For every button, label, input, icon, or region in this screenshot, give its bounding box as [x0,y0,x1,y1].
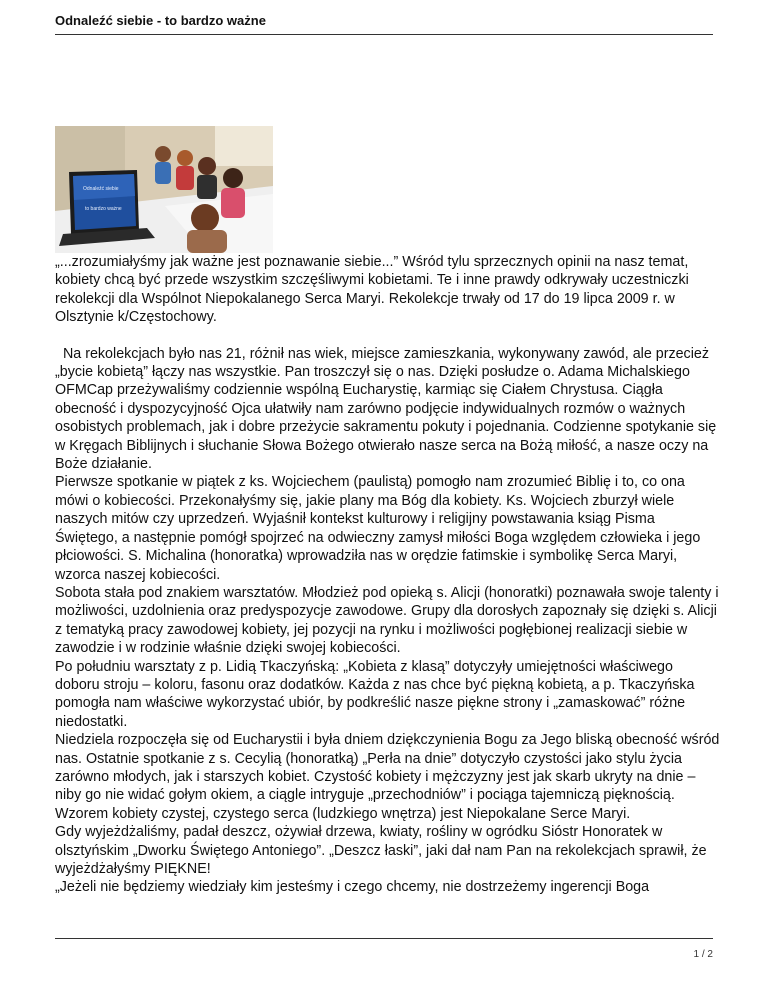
page-number: 1 / 2 [693,949,713,960]
laptop-screen-text-2: to bardzo ważne [85,206,122,212]
article-paragraph: Po południu warsztaty z p. Lidią Tkaczyńską: „Kobieta z klasą” dotyczyły umiejętności właściwego doboru stroju – koloru, fasonu oraz dodatków. Każda z nas chce być piękną kobietą, a p. Tkaczyńska pomogła nam właściwe wykorzystać ubiór, by podkreślić nasze piękne strony i „zamaskować” różne niedostatki. [55,658,695,730]
footer-divider [55,938,713,939]
header-divider [55,34,713,35]
article-paragraph: Niedziela rozpoczęła się od Eucharystii i była dniem dziękczynienia Bogu za Jego bliską obecność wśród nas. Ostatnie spotkanie z s. Cecylią (honoratką) „Perła na dnie” dotyczyło czystości jako stylu życia zarówno młodych, jak i starszych kobiet. Czystość kobiety i mężczyzny jest jak skarb ukryty na dnie – niby go nie widać gołym okiem, a ciągle intryguje „przechodniów” i pociąga tajemniczą pięknością. Wzorem kobiety czystej, czystego serca (ludzkiego wnętrza) jest Niepokalane Serce Maryi. [55,732,720,822]
page-title: Odnaleźć siebie - to bardzo ważne [55,13,266,28]
laptop-screen-text-1: Odnaleźć siebie [83,186,119,192]
article-paragraph: Gdy wyjeżdżaliśmy, padał deszcz, ożywiał drzewa, kwiaty, rośliny w ogródku Sióstr Honoratek w olsztyńskim „Dworku Świętego Antoniego”. „Deszcz łaski”, jaki dał nam Pan na rekolekcjach sprawił, że wyjeżdżałyśmy PIĘKNE! [55,824,707,877]
article-paragraph: Pierwsze spotkanie w piątek z ks. Wojciechem (paulistą) pomogło nam zrozumieć Biblię i to, co ona mówi o kobiecości. Przekonałyśmy się, jakie plany ma Bóg dla kobiety. Ks. Wojciech zburzył wiele naszych mitów czy uprzedzeń. Wyjaśnił kontekst kulturowy i religijny powstawania ksiąg Pisma Świętego, a następnie pomógł spojrzeć na odwieczny zamysł miłości Boga względem człowieka i jego płciowości. S. Michalina (honoratka) wprowadziła nas w orędzie fatimskie i symbolikę Serca Maryi, wzorca naszej kobiecości. [55,474,701,583]
article-paragraph: „Jeżeli nie będziemy wiedziały kim jesteśmy i czego chcemy, nie dostrzeżemy ingerencji Boga [55,879,650,896]
article-photo [55,126,273,253]
article-body [55,253,720,897]
article-paragraph: Na rekolekcjach było nas 21, różnił nas wiek, miejsce zamieszkania, wykonywany zawód, ale przecież „bycie kobietą” łączy nas wszystkie. Pan troszczył się o nas. Dzięki posłudze o. Adama Michalskiego OFMCap przeżywaliśmy codziennie wspólną Eucharystię, karmiąc się Ciałem Chrystusa. Ciągła obecność i dyspozycyjność Ojca ułatwiły nam zarówno podjęcie indywidualnych rozmów o ważnych osobistych problemach, jak i dobre przeżycie sakramentu pokuty i pojednania. Codzienne spotykanie się w Kręgach Biblijnych i słuchanie Słowa Bożego otwierało nasze serca na Bożą miłość, a nasze oczy na Boże działanie. [55,345,721,473]
article-paragraph-intro: „...zrozumiałyśmy jak ważne jest poznawanie siebie...” Wśród tylu sprzecznych opinii na nasz temat, kobiety chcą być przede wszystkim szczęśliwymi kobietami. Te i inne prawdy odkrywały uczestniczki rekolekcji dla Wspólnot Niepokalanego Serca Maryi. Rekolekcje trwały od 17 do 19 lipca 2009 r. w Olsztynie k/Częstochowy. [55,254,689,326]
article-paragraph: Sobota stała pod znakiem warsztatów. Młodzież pod opieką s. Alicji (honoratki) poznawała swoje talenty i możliwości, uzdolnienia oraz predyspozycje zawodowe. Grupy dla dorosłych zapoznały się dzięki s. Alicji z tematyką pracy zawodowej kobiety, jej pozycji na rynku i możliwości pogłębionej realizacji siebie w zawodzie i w rodzinie właśnie dzięki swojej kobiecości. [55,584,719,657]
